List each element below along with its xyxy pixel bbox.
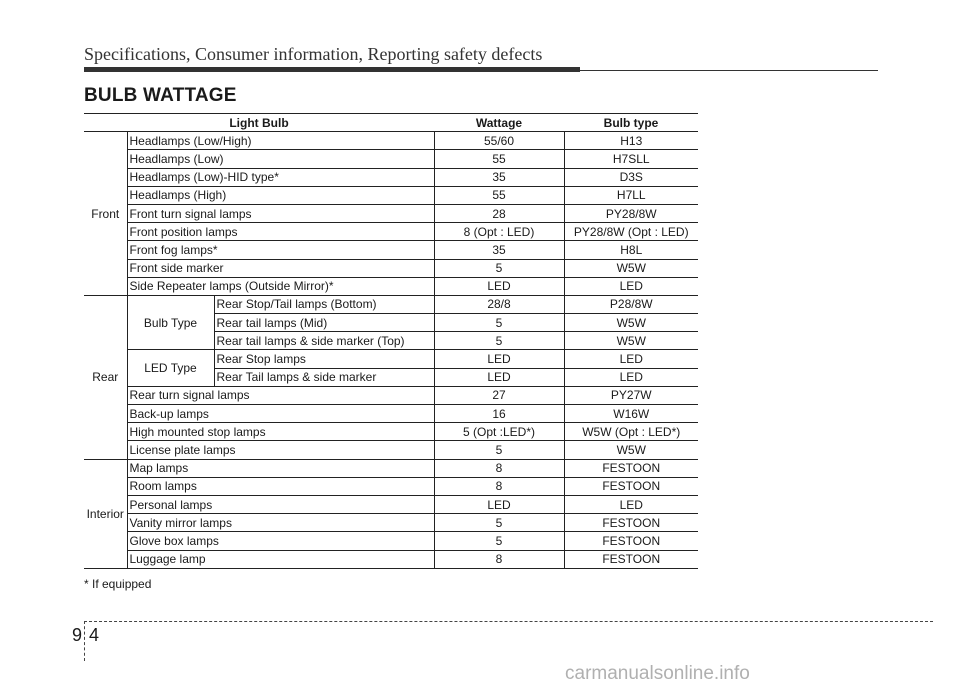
footer-rule: [84, 621, 933, 622]
table-row: [84, 423, 698, 441]
page-header-title: Specifications, Consumer information, Reporting safety defects: [84, 44, 543, 64]
bulb-name: Rear tail lamps (Mid): [214, 314, 434, 332]
bulb-name: Rear Tail lamps & side marker: [214, 368, 434, 386]
bulb-type-value: W5W: [564, 332, 698, 350]
wattage-value: 8: [434, 477, 564, 495]
bulb-type-value: H7SLL: [564, 150, 698, 168]
bulb-type-value: LED: [564, 368, 698, 386]
bulb-type-value: W5W: [564, 314, 698, 332]
wattage-value: LED: [434, 350, 564, 368]
bulb-name: Map lamps: [127, 459, 434, 477]
wattage-value: 35: [434, 241, 564, 259]
bulb-type-value: FESTOON: [564, 532, 698, 550]
bulb-type-value: PY28/8W: [564, 204, 698, 222]
wattage-value: 5: [434, 514, 564, 532]
bulb-name: High mounted stop lamps: [127, 423, 434, 441]
subgroup-label-led-type: LED Type: [127, 350, 214, 386]
bulb-name: Front side marker: [127, 259, 434, 277]
table-row: [84, 386, 698, 404]
wattage-value: LED: [434, 368, 564, 386]
bulb-name: Headlamps (Low)-HID type*: [127, 168, 434, 186]
wattage-value: 55: [434, 150, 564, 168]
bulb-type-value: H8L: [564, 241, 698, 259]
table-row: [84, 241, 698, 259]
bulb-type-value: W5W (Opt : LED*): [564, 423, 698, 441]
bulb-type-value: W5W: [564, 259, 698, 277]
bulb-name: Front fog lamps*: [127, 241, 434, 259]
page-number: 94: [72, 625, 107, 645]
bulb-type-value: FESTOON: [564, 459, 698, 477]
table-row: [84, 459, 698, 477]
table-row: [84, 204, 698, 222]
group-label-front: Front: [84, 132, 127, 296]
wattage-value: 5 (Opt :LED*): [434, 423, 564, 441]
table-row: [84, 132, 698, 150]
wattage-value: 8: [434, 459, 564, 477]
wattage-value: 5: [434, 259, 564, 277]
bulb-name: Luggage lamp: [127, 550, 434, 568]
header-rule: [580, 70, 878, 71]
wattage-value: LED: [434, 277, 564, 295]
table-row: [84, 514, 698, 532]
bulb-name: Rear turn signal lamps: [127, 386, 434, 404]
column-header-light-bulb: Light Bulb: [84, 114, 434, 132]
bulb-name: Back-up lamps: [127, 405, 434, 423]
wattage-value: 28/8: [434, 295, 564, 313]
table-row: [84, 150, 698, 168]
wattage-value: LED: [434, 495, 564, 513]
wattage-value: 5: [434, 441, 564, 459]
table-row: [84, 495, 698, 513]
table-row: [84, 532, 698, 550]
wattage-value: 16: [434, 405, 564, 423]
bulb-type-value: P28/8W: [564, 295, 698, 313]
bulb-type-value: PY28/8W (Opt : LED): [564, 223, 698, 241]
subgroup-label-bulb-type: Bulb Type: [127, 295, 214, 350]
bulb-type-value: W5W: [564, 441, 698, 459]
table-header-row: [84, 114, 698, 132]
bulb-name: Side Repeater lamps (Outside Mirror)*: [127, 277, 434, 295]
bulb-name: Glove box lamps: [127, 532, 434, 550]
bulb-wattage-table: [84, 113, 698, 569]
table-row: [84, 168, 698, 186]
wattage-value: 55/60: [434, 132, 564, 150]
table-row: [84, 223, 698, 241]
bulb-type-value: D3S: [564, 168, 698, 186]
bulb-name: Rear Stop/Tail lamps (Bottom): [214, 295, 434, 313]
bulb-name: Vanity mirror lamps: [127, 514, 434, 532]
wattage-value: 35: [434, 168, 564, 186]
table-row: [84, 441, 698, 459]
bulb-name: Headlamps (Low): [127, 150, 434, 168]
bulb-type-value: W16W: [564, 405, 698, 423]
wattage-value: 28: [434, 204, 564, 222]
bulb-name: Front position lamps: [127, 223, 434, 241]
table-row: [84, 277, 698, 295]
bulb-name: Rear Stop lamps: [214, 350, 434, 368]
wattage-value: 8 (Opt : LED): [434, 223, 564, 241]
wattage-value: 5: [434, 314, 564, 332]
group-label-rear: Rear: [84, 295, 127, 459]
table-row: [84, 477, 698, 495]
bulb-type-value: LED: [564, 277, 698, 295]
group-label-interior: Interior: [84, 459, 127, 568]
table-row: [84, 350, 698, 368]
bulb-name: License plate lamps: [127, 441, 434, 459]
section-title: BULB WATTAGE: [84, 85, 237, 106]
wattage-value: 5: [434, 532, 564, 550]
table-row: [84, 550, 698, 568]
wattage-value: 5: [434, 332, 564, 350]
table-row: [84, 186, 698, 204]
bulb-type-value: H13: [564, 132, 698, 150]
column-header-bulb-type: Bulb type: [564, 114, 698, 132]
bulb-type-value: FESTOON: [564, 550, 698, 568]
watermark: carmanualsonline.info: [565, 663, 750, 684]
bulb-name: Rear tail lamps & side marker (Top): [214, 332, 434, 350]
bulb-type-value: FESTOON: [564, 477, 698, 495]
bulb-type-value: LED: [564, 495, 698, 513]
bulb-type-value: LED: [564, 350, 698, 368]
table-row: [84, 259, 698, 277]
wattage-value: 27: [434, 386, 564, 404]
bulb-name: Front turn signal lamps: [127, 204, 434, 222]
bulb-type-value: PY27W: [564, 386, 698, 404]
bulb-type-value: H7LL: [564, 186, 698, 204]
bulb-name: Personal lamps: [127, 495, 434, 513]
wattage-value: 8: [434, 550, 564, 568]
table-row: [84, 405, 698, 423]
footnote: * If equipped: [84, 577, 152, 591]
bulb-type-value: FESTOON: [564, 514, 698, 532]
header-bar: [84, 67, 580, 72]
bulb-name: Headlamps (Low/High): [127, 132, 434, 150]
table-row: [84, 295, 698, 313]
bulb-name: Room lamps: [127, 477, 434, 495]
bulb-name: Headlamps (High): [127, 186, 434, 204]
column-header-wattage: Wattage: [434, 114, 564, 132]
wattage-value: 55: [434, 186, 564, 204]
